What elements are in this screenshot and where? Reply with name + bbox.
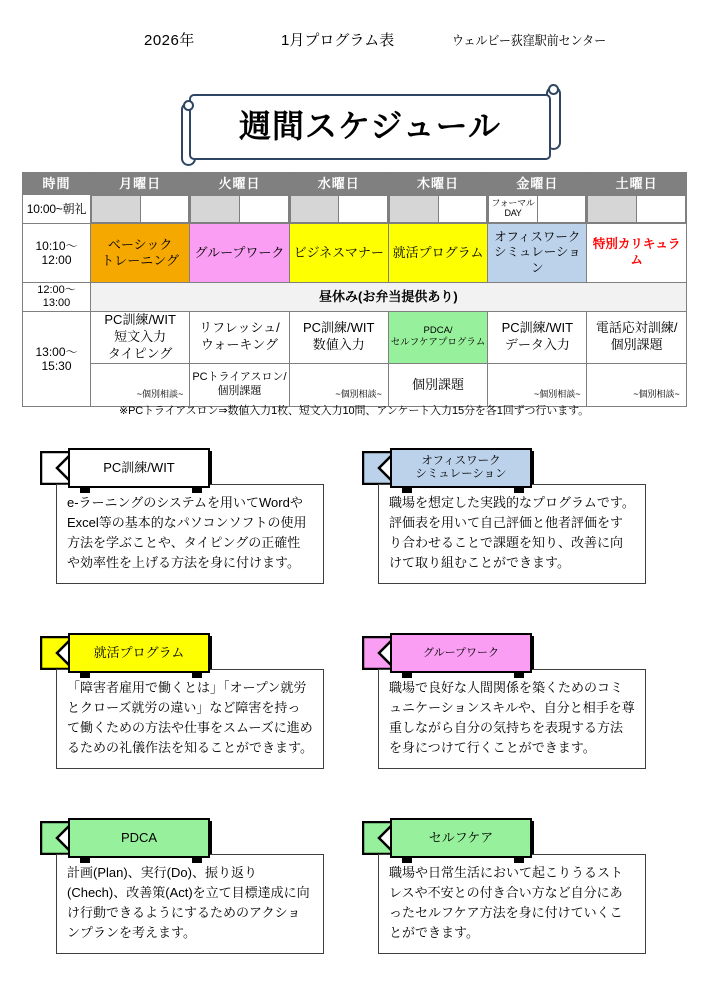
afternoon-sat-line2: 個別課題 bbox=[610, 337, 663, 353]
afternoon-sub-tue bbox=[190, 363, 289, 406]
morning-mon-line2: トレーニング bbox=[101, 253, 180, 268]
morning-cell-tue bbox=[190, 224, 289, 283]
assembly-half-white bbox=[239, 196, 288, 223]
afternoon-thu-line2: セルフケアプログラム bbox=[390, 337, 486, 349]
morning-cell-mon bbox=[91, 224, 190, 283]
morning-cell-thu bbox=[388, 224, 487, 283]
afternoon-cell-mon bbox=[91, 312, 190, 364]
morning-fri-line2: シミュレーション bbox=[493, 245, 581, 275]
ribbon bbox=[40, 448, 334, 488]
afternoon-cell-sat bbox=[587, 312, 686, 364]
assembly-half-white bbox=[537, 196, 586, 223]
card-title: グループワーク bbox=[422, 646, 500, 659]
ribbon-title-box bbox=[390, 633, 532, 673]
formal-day-badge bbox=[489, 196, 538, 223]
assembly-time: 10:00~朝礼 bbox=[23, 195, 91, 224]
card-body-text: 「障害者雇用で働くとは」「オープン就労とクローズ就労の違い」など障害を持って働くための方法や仕事をスムーズに進めるための礼儀作法を知ることができます。 bbox=[56, 669, 324, 769]
table-header-row bbox=[23, 173, 687, 195]
afternoon-tue-line1: リフレッシュ/ bbox=[199, 320, 280, 336]
description-card-pdca bbox=[34, 818, 334, 954]
assembly-half-white bbox=[637, 196, 686, 223]
afternoon-fri-line1: PC訓練/WIT bbox=[501, 320, 574, 336]
morning-cell-fri bbox=[488, 224, 587, 283]
column-header-thu: 木曜日 bbox=[388, 173, 487, 195]
table-row-afternoon-sub bbox=[23, 363, 687, 406]
ribbon-title-box bbox=[68, 448, 210, 488]
afternoon-mon-line3: タイピング bbox=[107, 345, 173, 361]
afternoon-cell-thu bbox=[388, 312, 487, 364]
afternoon-thu-line1: PDCA/ bbox=[423, 324, 453, 336]
afternoon-cell-fri bbox=[488, 312, 587, 364]
assembly-half-white bbox=[339, 196, 388, 223]
morning-sat-label: 特別カリキュラム bbox=[592, 237, 681, 267]
morning-time-line1: 10:10～ bbox=[35, 238, 78, 253]
card-title bbox=[415, 455, 506, 481]
card-title-line1: オフィスワーク bbox=[421, 454, 501, 467]
table-row-afternoon-main bbox=[23, 312, 687, 364]
assembly-half-gray bbox=[389, 196, 438, 223]
title-scroll-banner bbox=[175, 88, 567, 170]
ribbon bbox=[362, 818, 656, 858]
morning-time-line2: 12:00 bbox=[41, 253, 72, 267]
assembly-cell-sat bbox=[587, 195, 686, 224]
ribbon bbox=[362, 448, 656, 488]
afternoon-mon-line1: PC訓練/WIT bbox=[104, 312, 176, 327]
assembly-cell-fri bbox=[488, 195, 587, 224]
assembly-cell-tue bbox=[190, 195, 289, 224]
card-title: PC訓練/WIT bbox=[103, 459, 175, 475]
description-card-pc-training bbox=[34, 448, 334, 584]
document-header bbox=[0, 26, 708, 52]
morning-wed-label: ビジネスマナー bbox=[293, 244, 384, 260]
afternoon-sat-line1: 電話応対訓練/ bbox=[595, 320, 678, 336]
card-title: 就活プログラム bbox=[93, 644, 185, 660]
afternoon-cell-tue bbox=[190, 312, 289, 364]
assembly-cell-wed bbox=[289, 195, 388, 224]
morning-thu-label: 就活プログラム bbox=[392, 244, 484, 260]
scroll-body bbox=[189, 94, 551, 160]
assembly-half-white bbox=[140, 196, 189, 223]
assembly-cell-thu bbox=[388, 195, 487, 224]
morning-cell-sat bbox=[587, 224, 686, 283]
header-center-name: ウェルビー荻窪駅前センター bbox=[452, 32, 607, 48]
card-body-text: 職場で良好な人間関係を築くためのコミュニケーションスキルや、自分と相手を尊重しながら自分の気持ちを表現する方法を身につけて行くことができます。 bbox=[378, 669, 646, 769]
weekly-schedule-table bbox=[22, 172, 687, 407]
scroll-curl-right-icon bbox=[548, 84, 559, 95]
morning-tue-label: グループワーク bbox=[194, 244, 285, 260]
afternoon-fri-line2: データ入力 bbox=[504, 337, 570, 353]
header-month-title: 1月プログラム表 bbox=[281, 31, 395, 49]
card-body-text: 職場や日常生活において起こりうるストレスや不安との付き合い方など自分にあったセルフケア方法を身に付けていくことができます。 bbox=[378, 854, 646, 954]
consult-note-sat: ~個別相談~ bbox=[633, 389, 680, 400]
morning-fri-line1: オフィスワーク bbox=[494, 229, 581, 244]
morning-time-cell bbox=[23, 224, 91, 283]
afternoon-sub-thu bbox=[388, 363, 487, 406]
table-row-morning bbox=[23, 224, 687, 283]
afternoon-sub-thu-label: 個別課題 bbox=[412, 377, 465, 392]
afternoon-time-cell bbox=[23, 312, 91, 407]
card-title-line2: シミュレーション bbox=[415, 468, 507, 480]
afternoon-sub-wed bbox=[289, 363, 388, 406]
lunch-label-cell: 昼休み(お弁当提供あり) bbox=[91, 283, 687, 312]
consult-note-wed: ~個別相談~ bbox=[335, 389, 382, 400]
consult-note-mon: ~個別相談~ bbox=[136, 389, 184, 400]
lunch-time-line1: 12:00～ bbox=[37, 284, 76, 297]
assembly-cell-mon bbox=[91, 195, 190, 224]
card-title: PDCA bbox=[120, 829, 158, 845]
ribbon bbox=[40, 818, 334, 858]
afternoon-sub-fri bbox=[488, 363, 587, 406]
ribbon bbox=[40, 633, 334, 673]
table-row-lunch bbox=[23, 283, 687, 312]
header-year: 2026年 bbox=[144, 31, 195, 49]
ribbon-title-box bbox=[68, 818, 210, 858]
afternoon-mon-line2: 短文入力 bbox=[114, 328, 167, 344]
formal-day-line2: DAY bbox=[504, 208, 522, 218]
afternoon-sub-tue-line1: PCトライアスロン/ bbox=[192, 370, 287, 383]
assembly-half-gray bbox=[191, 196, 240, 223]
assembly-half-gray bbox=[290, 196, 339, 223]
scroll-curl-left-icon bbox=[183, 100, 194, 111]
ribbon-title-box bbox=[68, 633, 210, 673]
card-body-text: e-ラーニングのシステムを用いてWordやExcel等の基本的なパソコンソフトの使用方法を学ぶことや、タイピングの正確性や効率性を上げる方法を身に付けます。 bbox=[56, 484, 324, 584]
lunch-time-cell bbox=[23, 283, 91, 312]
assembly-half-gray bbox=[588, 196, 637, 223]
assembly-half-gray bbox=[92, 196, 141, 223]
column-header-sat: 土曜日 bbox=[587, 173, 686, 195]
afternoon-wed-line2: 数値入力 bbox=[312, 337, 365, 353]
afternoon-time-line1: 13:00～ bbox=[35, 344, 78, 359]
table-row-assembly bbox=[23, 195, 687, 224]
afternoon-sub-mon bbox=[91, 363, 190, 406]
ribbon-title-box bbox=[390, 448, 532, 488]
afternoon-cell-wed bbox=[289, 312, 388, 364]
ribbon bbox=[362, 633, 656, 673]
card-body-text: 職場を想定した実践的なプログラムです。評価表を用いて自己評価と他者評価をすり合わせることで課題を知り、改善に向けて取り組むことができます。 bbox=[378, 484, 646, 584]
card-body-text: 計画(Plan)、実行(Do)、振り返り(Chech)、改善策(Act)を立て目標達成に向け行動できるようにするためのアクションプランを考えます。 bbox=[56, 854, 324, 954]
morning-mon-line1: ベーシック bbox=[107, 236, 173, 252]
formal-day-line1: フォーマル bbox=[491, 198, 535, 209]
afternoon-sub-sat bbox=[587, 363, 686, 406]
lunch-time-line2: 13:00 bbox=[42, 297, 71, 309]
afternoon-time-line2: 15:30 bbox=[41, 358, 72, 373]
card-title: セルフケア bbox=[428, 829, 494, 845]
description-card-job-hunting-program bbox=[34, 633, 334, 769]
column-header-wed: 水曜日 bbox=[289, 173, 388, 195]
description-card-office-work-simulation bbox=[356, 448, 656, 584]
ribbon-title-box bbox=[390, 818, 532, 858]
consult-note-fri: ~個別相談~ bbox=[533, 389, 581, 400]
assembly-half-white bbox=[438, 196, 487, 223]
description-card-self-care bbox=[356, 818, 656, 954]
page-title: 週間スケジュール bbox=[238, 107, 502, 144]
description-card-group-work bbox=[356, 633, 656, 769]
column-header-mon: 月曜日 bbox=[91, 173, 190, 195]
column-header-tue: 火曜日 bbox=[190, 173, 289, 195]
morning-cell-wed bbox=[289, 224, 388, 283]
column-header-time: 時間 bbox=[23, 173, 91, 195]
afternoon-sub-tue-line2: 個別課題 bbox=[217, 384, 262, 397]
column-header-fri: 金曜日 bbox=[488, 173, 587, 195]
afternoon-tue-line2: ウォーキング bbox=[200, 337, 278, 353]
schedule-footnote: ※PCトライアスロン⇒数値入力1枚、短文入力10問、アンケート入力15分を各1回ずつ行います。 bbox=[118, 405, 590, 417]
afternoon-wed-line1: PC訓練/WIT bbox=[302, 320, 375, 336]
